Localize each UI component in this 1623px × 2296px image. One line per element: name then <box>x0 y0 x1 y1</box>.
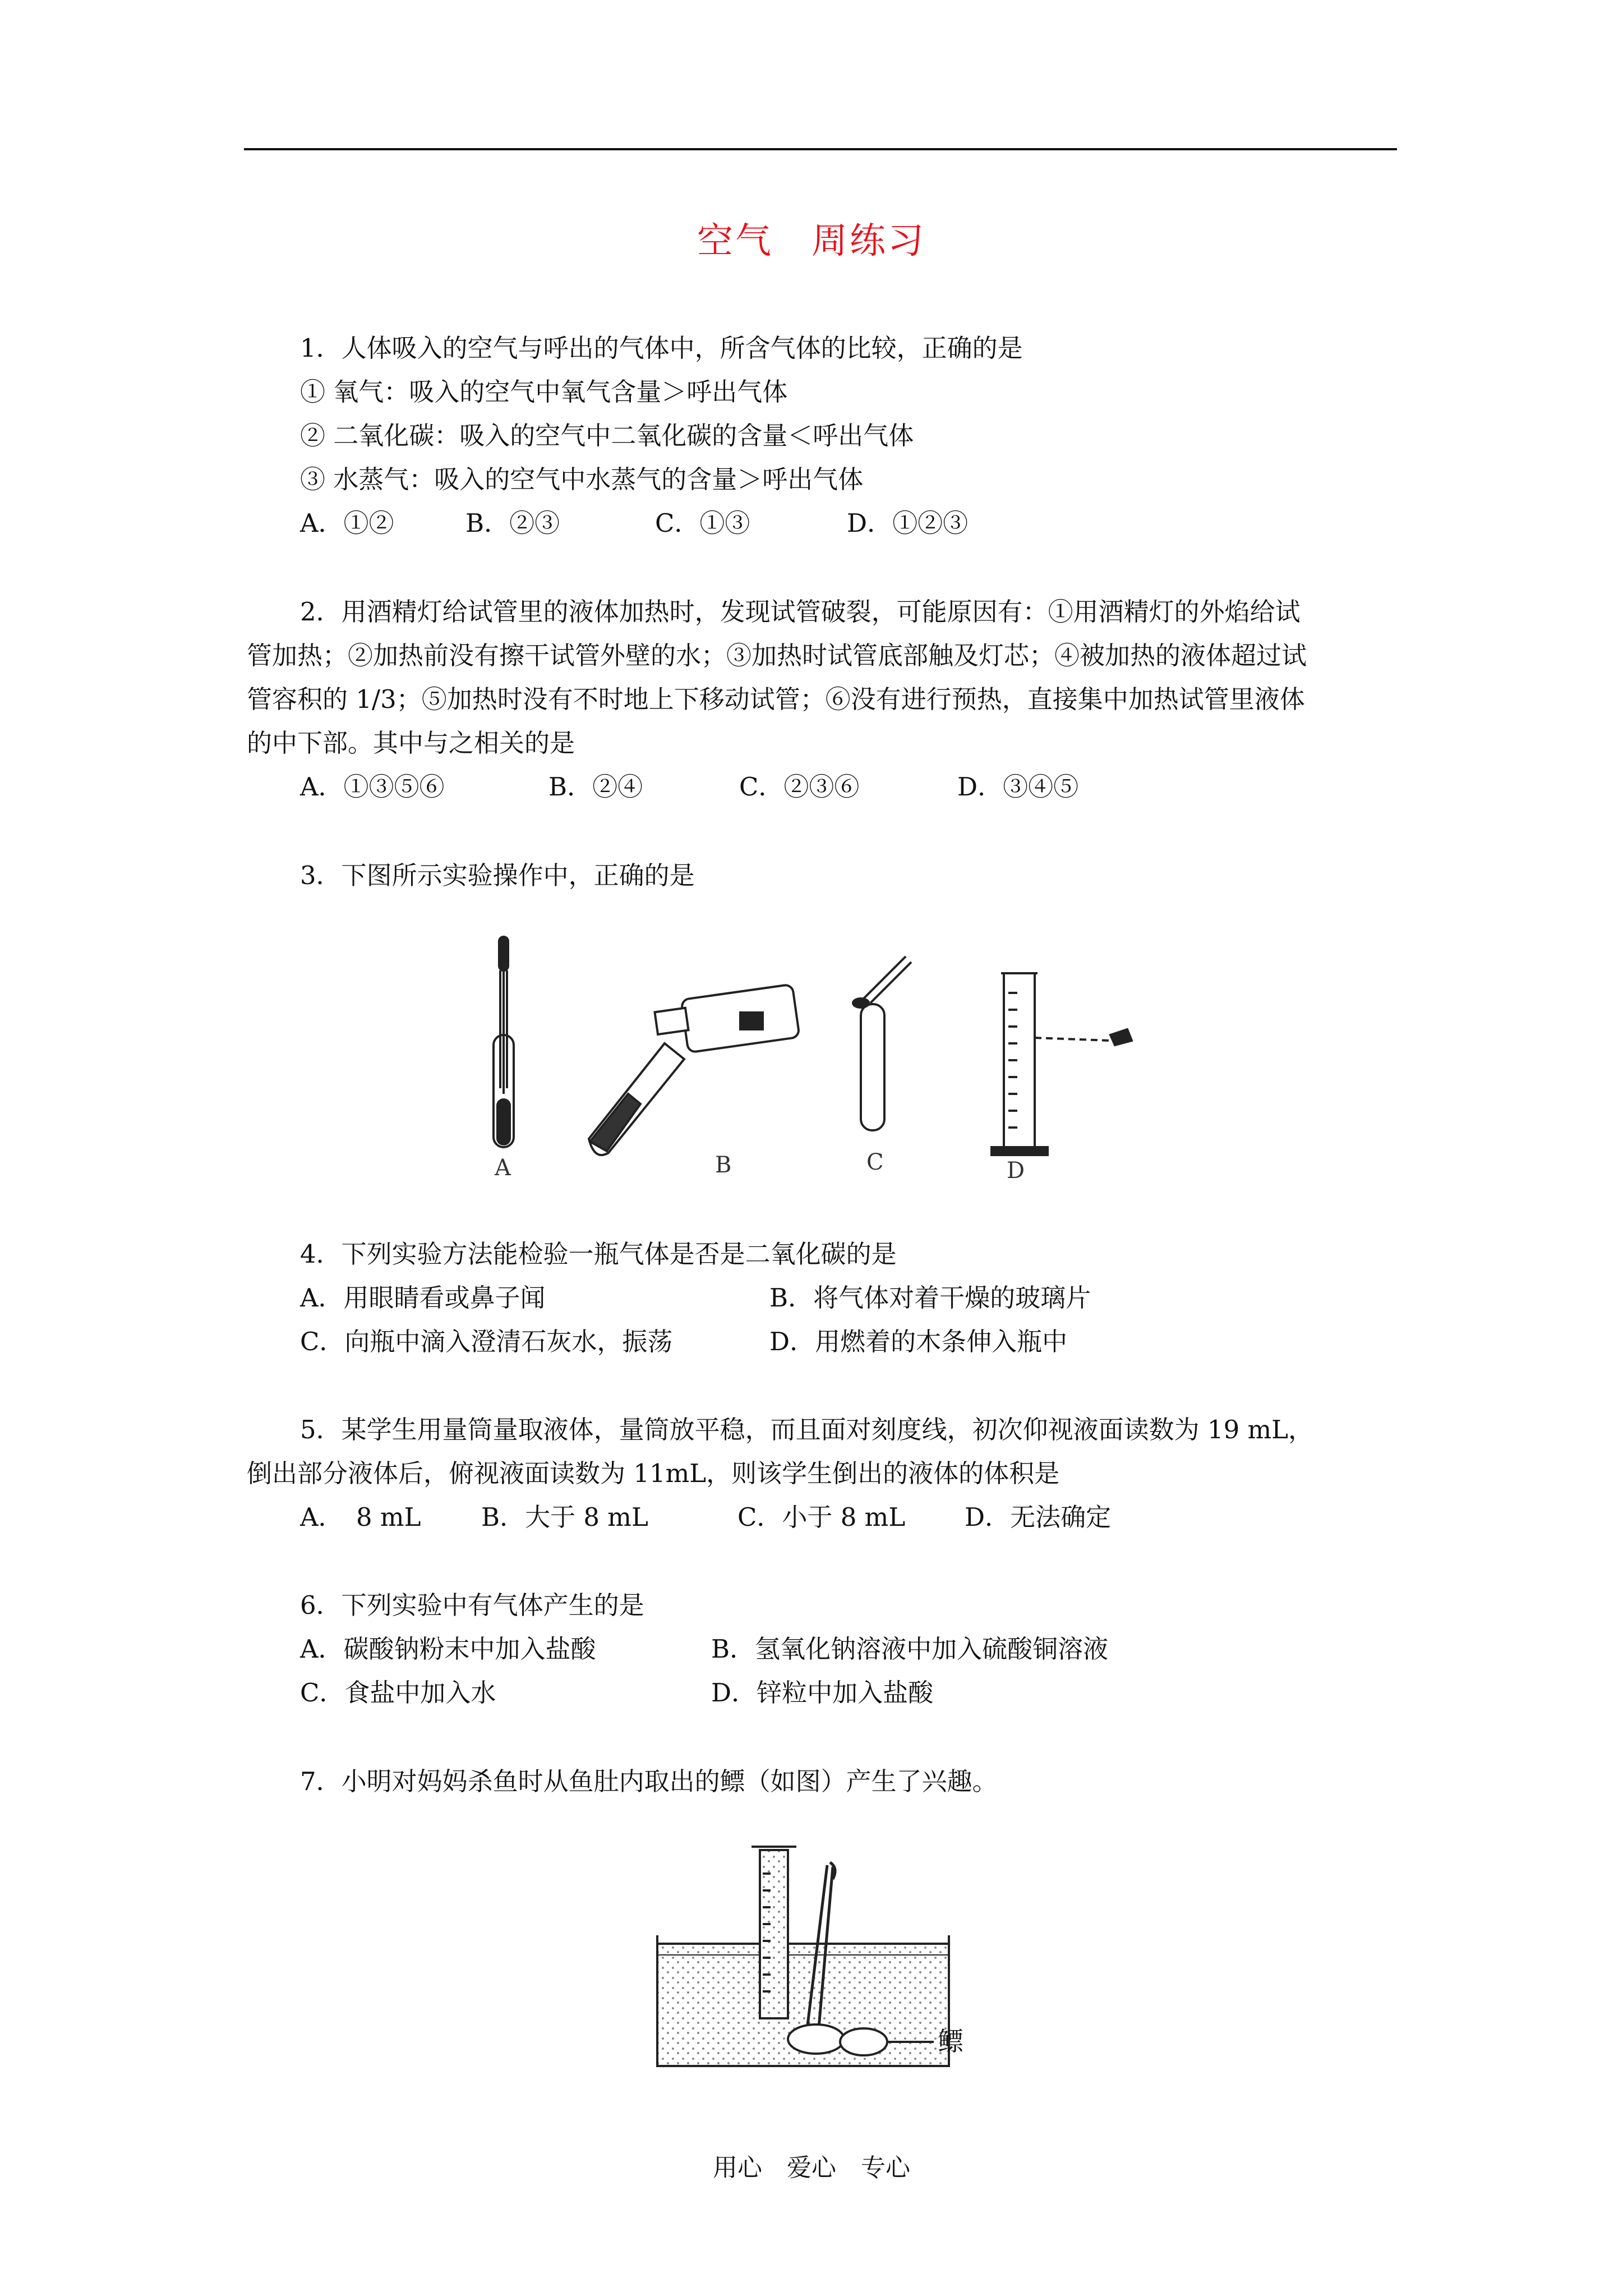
q6-option-c: C．食盐中加入水 <box>300 1678 496 1708</box>
q5-line-1: 5．某学生用量筒量取液体，量筒放平稳，而且面对刻度线，初次仰视液面读数为 19 mL， <box>300 1415 1314 1444</box>
q1-option-c: C．①③ <box>655 508 750 538</box>
q6-option-d: D．锌粒中加入盐酸 <box>711 1678 934 1708</box>
q3-stem: 3．下图所示实验操作中，正确的是 <box>300 861 695 890</box>
q6-option-a: A．碳酸钠粉末中加入盐酸 <box>300 1634 596 1664</box>
q2-line-3: 管容积的 1/3；⑤加热时没有不时地上下移动试管；⑥没有进行预热，直接集中加热试管里液体 <box>247 684 1305 714</box>
q1-option-d: D．①②③ <box>847 508 969 538</box>
q3-label-d: D <box>1007 1158 1025 1184</box>
q2-line-2: 管加热；②加热前没有擦干试管外壁的水；③加热时试管底部触及灯芯；④被加热的液体超过试 <box>247 641 1307 670</box>
q7-fish-bladder-figure <box>651 1834 998 2087</box>
q1-item-2: ② 二氧化碳：吸入的空气中二氧化碳的含量＜呼出气体 <box>300 421 914 450</box>
q1-option-b: B．②③ <box>465 508 560 538</box>
q5-option-c: C．小于 8 mL <box>737 1502 906 1532</box>
q1-stem: 1．人体吸入的空气与呼出的气体中，所含气体的比较，正确的是 <box>300 333 1023 363</box>
q7-label-bladder: 鳔 <box>938 2026 963 2056</box>
q3-label-a: A <box>495 1155 511 1181</box>
page-title: 空气 周练习 <box>697 220 926 262</box>
q2-option-d: D．③④⑤ <box>957 772 1079 802</box>
q7-stem: 7．小明对妈妈杀鱼时从鱼肚内取出的鳔（如图）产生了兴趣。 <box>300 1766 998 1796</box>
q2-option-b: B．②④ <box>548 772 643 802</box>
q4-option-d: D．用燃着的木条伸入瓶中 <box>769 1327 1068 1356</box>
q5-line-2: 倒出部分液体后，俯视液面读数为 11mL，则该学生倒出的液体的体积是 <box>247 1458 1060 1488</box>
q1-option-a: A．①② <box>300 508 394 538</box>
q6-option-b: B．氢氧化钠溶液中加入硫酸铜溶液 <box>711 1634 1109 1664</box>
q1-item-1: ① 氧气：吸入的空气中氧气含量＞呼出气体 <box>300 377 788 407</box>
page-footer: 用心 爱心 专心 <box>713 2154 910 2182</box>
q5-option-d: D．无法确定 <box>965 1502 1112 1532</box>
q2-line-4: 的中下部。其中与之相关的是 <box>247 728 575 758</box>
q3-figure-d-graduated-cylinder <box>992 973 1132 1155</box>
q2-line-1: 2．用酒精灯给试管里的液体加热时，发现试管破裂，可能原因有：①用酒精灯的外焰给试 <box>300 597 1301 627</box>
q4-option-c: C．向瓶中滴入澄清石灰水，振荡 <box>300 1327 673 1356</box>
q3-figure-b-pouring-liquid <box>589 984 800 1156</box>
q6-stem: 6．下列实验中有气体产生的是 <box>300 1590 644 1620</box>
header-rule <box>244 148 1397 150</box>
q3-figure-c-adding-powder <box>853 956 911 1130</box>
q3-lab-operations-figure <box>460 926 1161 1195</box>
q2-option-c: C．②③⑥ <box>739 772 860 802</box>
q5-option-a: A． 8 mL <box>300 1502 421 1532</box>
q4-option-b: B．将气体对着干燥的玻璃片 <box>769 1283 1091 1313</box>
q3-label-b: B <box>715 1152 732 1178</box>
q1-item-3: ③ 水蒸气：吸入的空气中水蒸气的含量＞呼出气体 <box>300 464 864 494</box>
q5-option-b: B．大于 8 mL <box>481 1502 648 1532</box>
q2-option-a: A．①③⑤⑥ <box>300 772 445 802</box>
q3-label-c: C <box>866 1149 884 1175</box>
q4-option-a: A．用眼睛看或鼻子闻 <box>300 1283 546 1313</box>
q4-stem: 4．下列实验方法能检验一瓶气体是否是二氧化碳的是 <box>300 1239 897 1269</box>
q3-figure-a-dropper-in-tube <box>494 937 514 1147</box>
